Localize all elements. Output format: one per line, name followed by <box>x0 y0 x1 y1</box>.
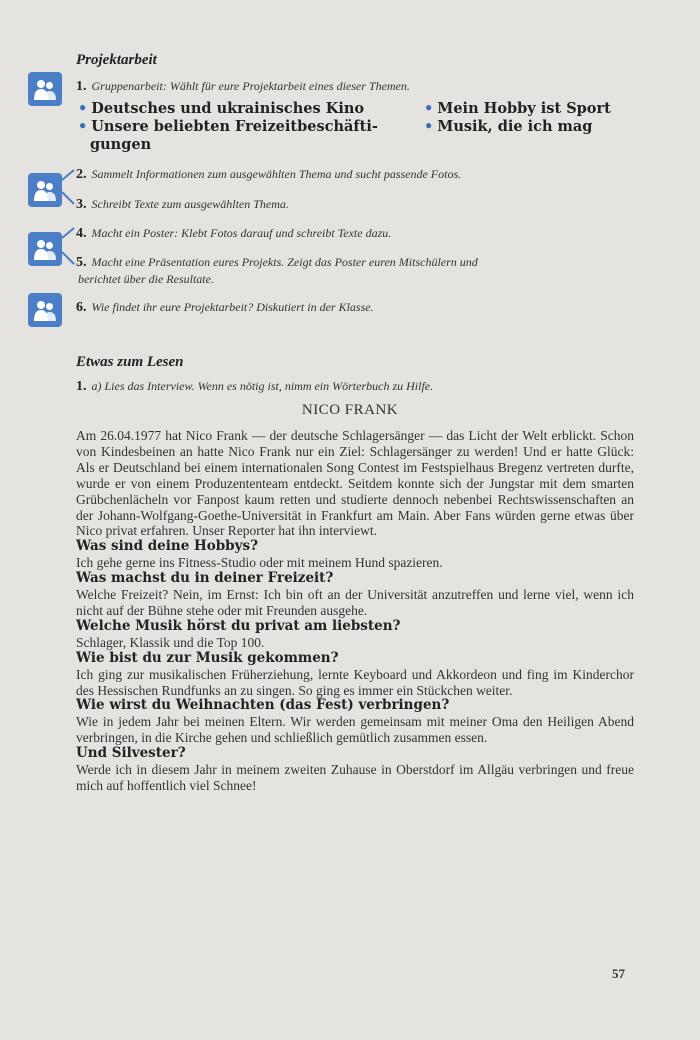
interview-question: Wie wirst du Weihnachten (das Fest) verbringen? <box>76 697 450 714</box>
task-number: 4. <box>76 226 87 241</box>
interview-question: Welche Musik hörst du privat am liebsten? <box>76 617 401 634</box>
task-1 <box>76 77 410 96</box>
task-text: berichtet über die Resultate. <box>78 272 214 286</box>
task-number: 2. <box>76 167 87 182</box>
bullet-icon: • <box>78 100 88 117</box>
pair-work-icon <box>28 232 62 266</box>
interview-answer: Wie in jedem Jahr bei meinen Eltern. Wir werden gemeinsam mit meiner Oma den Heiligen Abend verbringen, in die Kirche gehen und schließlich gemütlich zusammen essen. <box>76 714 634 746</box>
task-text: a) Lies das Interview. Wenn es nötig ist, nimm ein Wörterbuch zu Hilfe. <box>91 379 434 393</box>
topic-item: • Mein Hobby ist Sport <box>424 100 611 117</box>
task-number: 3. <box>76 197 87 212</box>
group-work-icon <box>28 293 62 327</box>
interview-question: Wie bist du zur Musik gekommen? <box>76 649 339 666</box>
article-title: NICO FRANK <box>301 402 399 418</box>
bullet-icon: • <box>424 118 434 135</box>
task-text: Wie findet ihr eure Projektarbeit? Diskutiert in der Klasse. <box>91 300 374 314</box>
task-number: 5. <box>76 255 87 270</box>
task-4 <box>76 224 391 243</box>
bullet-icon: • <box>424 100 434 117</box>
interview-answer: Ich ging zur musikalischen Früherziehung, lernte Keyboard und Akkordeon und fing im Kinderchor des Hessischen Rundfunks an zu singen. So ging es immer ein Stückchen weiter. <box>76 666 634 698</box>
interview-question: Was machst du in deiner Freizeit? <box>76 570 334 587</box>
topic-item-continuation: gungen <box>90 136 152 153</box>
topic-item: • Unsere beliebten Freizeitbeschäfti- <box>78 118 378 135</box>
task-5-continuation <box>78 270 214 288</box>
task-text: Gruppenarbeit: Wählt für eure Projektarbeit eines dieser Themen. <box>91 79 410 93</box>
task-number: 1. <box>76 79 87 94</box>
interview-answer: Schlager, Klassik und die Top 100. <box>76 634 265 650</box>
task-number: 1. <box>76 379 87 394</box>
interview-question: Was sind deine Hobbys? <box>76 538 258 555</box>
topic-item: • Musik, die ich mag <box>424 118 593 135</box>
interview-answer: Ich gehe gerne ins Fitness-Studio oder mit meinem Hund spazieren. <box>76 555 443 571</box>
topic-item: • Deutsches und ukrainisches Kino <box>78 100 365 117</box>
group-work-icon <box>28 72 62 106</box>
article-body <box>76 428 634 794</box>
task-text: Sammelt Informationen zum ausgewählten Thema und sucht passende Fotos. <box>91 167 462 181</box>
interview-answer: Werde ich in diesem Jahr in meinem zweiten Zuhause in Oberstdorf im Allgäu verbringen und freue mich auf hoffentlich viel Schnee! <box>76 762 634 793</box>
task-text: Schreibt Texte zum ausgewählten Thema. <box>91 197 289 211</box>
task-number: 6. <box>76 300 87 315</box>
bullet-icon: • <box>78 118 88 135</box>
task-text: Macht eine Präsentation eures Projekts. Zeigt das Poster euren Mitschülern und <box>91 255 478 269</box>
task-3 <box>76 195 289 214</box>
article-intro: Am 26.04.1977 hat Nico Frank — der deutsche Schlagersänger — das Licht der Welt erblickt. Schon von Kindesbeinen an hatte Nico Frank nur ein Ziel: Schlagersänger zu werden! Und er hatte Glück: Als er Deutschland bei einem internationalen Song Contest im Festspielhaus Bregenz vertreten durfte, wurde er von einem Produzententeam entdeckt. Seitdem konnte sich der Jungstar mit dem smarten Grübchenlächeln vor Fanpost kaum retten und studierte dennoch nebenbei Rechtswissenschaften an der Johann-Wolfgang-Goethe-Universität in Frankfurt am Main. Aber Fans würden gerne etwas über Nico privat erfahren. Unser Reporter hat ihn interviewt. <box>76 428 634 539</box>
section-heading-lesen: Etwas zum Lesen <box>76 354 184 370</box>
interview-answer: Welche Freizeit? Nein, im Ernst: Ich bin oft an der Universität anzutreffen und lerne viel, wenn ich nicht auf der Bühne stehe oder mit Freunden ausgehe. <box>76 587 634 618</box>
reading-task-1 <box>76 377 433 396</box>
task-6 <box>76 298 374 317</box>
task-text: Macht ein Poster: Klebt Fotos darauf und schreibt Texte dazu. <box>91 226 392 240</box>
page-number: 57 <box>612 966 625 981</box>
task-2 <box>76 165 461 184</box>
section-heading-projektarbeit: Projektarbeit <box>76 52 157 68</box>
group-work-icon <box>28 173 62 207</box>
interview-question: Und Silvester? <box>76 745 186 762</box>
